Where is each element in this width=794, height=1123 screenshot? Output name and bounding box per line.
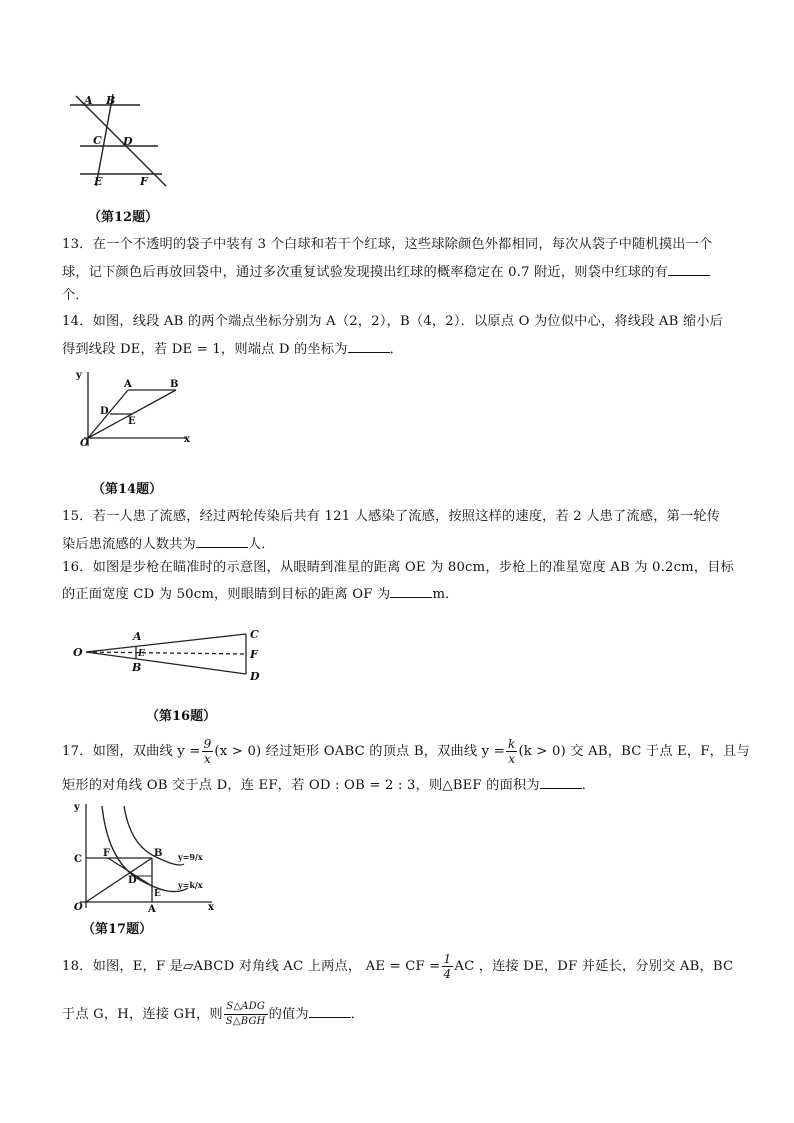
q18-line2 — [62, 1000, 364, 1029]
q13-line1: 13．在一个不透明的袋子中装有 3 个白球和若干个红球，这些球除颜色外都相同，每次从袋子中随机摸出一个 — [62, 237, 713, 252]
q17-line2-end: ． — [581, 778, 596, 793]
fraction-k-over-x — [506, 737, 517, 766]
q16-line2-end: m． — [432, 587, 459, 602]
figure-q14 — [74, 368, 194, 452]
q18-line2-end: ． — [350, 1007, 365, 1022]
label-D: D — [250, 670, 260, 683]
q17-line1 — [62, 737, 750, 766]
q18-line2-text: 于点 G，H，连接 GH，则 — [62, 1007, 223, 1022]
label-curve-9-over-x: y=9/x — [178, 852, 203, 862]
label-A: A — [133, 630, 142, 643]
q18-text-2: AC ，连接 DE，DF 并延长，分别交 AB，BC — [454, 959, 734, 974]
q13-line2 — [62, 262, 710, 282]
label-E: E — [138, 649, 145, 659]
label-B: B — [106, 94, 116, 107]
frac-num: 9 — [203, 737, 212, 751]
q15-line1: 15．若一人患了流感，经过两轮传染后共有 121 人感染了流感，按照这样的速度，若 2 人患了流感，第一轮传 — [62, 509, 721, 524]
label-B: B — [132, 661, 142, 674]
label-E: E — [154, 889, 161, 899]
label-C: C — [93, 134, 102, 147]
q16-line2 — [62, 584, 459, 604]
label-A: A — [148, 904, 156, 915]
answer-blank-q14 — [348, 339, 390, 353]
q18-text-1: 18．如图，E，F 是▱ABCD 对角线 AC 上两点， AE = CF = — [62, 959, 441, 974]
frac-num: S△ADG — [224, 1000, 268, 1015]
label-y: y — [76, 370, 82, 381]
q17-text-3: (k > 0) 交 AB，BC 于点 E，F，且与 — [518, 744, 750, 759]
label-x: x — [184, 434, 190, 445]
answer-blank-q18 — [309, 1004, 351, 1018]
q14-line1: 14．如图，线段 AB 的两个端点坐标分别为 A（2，2），B（4，2）．以原点 O 为位似中心，将线段 AB 缩小后 — [62, 314, 724, 329]
label-E: E — [128, 416, 136, 427]
label-B: B — [170, 379, 179, 390]
figure-q17 — [70, 800, 220, 915]
frac-num: 1 — [443, 952, 452, 966]
q17-line2 — [62, 775, 595, 795]
label-O: O — [74, 902, 83, 913]
frac-den: x — [204, 752, 211, 766]
q15-line2 — [62, 534, 275, 554]
label-A: A — [124, 379, 132, 390]
q14-line2-end: ． — [389, 342, 403, 357]
caption-q16: （第16题） — [146, 709, 217, 724]
q14-line2 — [62, 339, 403, 359]
caption-q17: （第17题） — [82, 922, 153, 937]
q16-line1: 16．如图是步枪在瞄准时的示意图，从眼睛到准星的距离 OE 为 80cm，步枪上的准星宽度 AB 为 0.2cm，目标 — [62, 560, 735, 575]
caption-q12: （第12题） — [88, 210, 159, 225]
caption-q14: （第14题） — [92, 482, 163, 497]
q18-line1 — [62, 952, 733, 981]
label-B: B — [154, 848, 163, 859]
frac-num: k — [507, 737, 516, 751]
label-D: D — [100, 406, 109, 417]
q15-line2-text: 染后患流感的人数共为 — [62, 537, 196, 552]
label-x: x — [208, 902, 214, 913]
q18-line2-mid: 的值为 — [268, 1007, 309, 1022]
label-D: D — [123, 135, 133, 148]
frac-den: 4 — [443, 967, 452, 981]
label-E: E — [94, 175, 103, 188]
q17-text-1: 17．如图，双曲线 y = — [62, 744, 201, 759]
label-F: F — [250, 648, 258, 661]
fraction-area-ratio — [224, 1000, 268, 1029]
label-O: O — [73, 646, 83, 659]
label-F: F — [140, 175, 148, 188]
label-C: C — [74, 854, 82, 865]
answer-blank-q16 — [390, 584, 432, 598]
label-O: O — [80, 438, 89, 449]
q13-line3: 个． — [62, 288, 89, 303]
q17-text-2: (x > 0) 经过矩形 OABC 的顶点 B，双曲线 y = — [214, 744, 505, 759]
frac-den: x — [508, 752, 516, 766]
label-curve-k-over-x: y=k/x — [178, 880, 203, 890]
q14-line2-text: 得到线段 DE，若 DE = 1，则端点 D 的坐标为 — [62, 342, 348, 357]
q13-line2-text: 球，记下颜色后再放回袋中，通过多次重复试验发现摸出红球的概率稳定在 0.7 附近，则袋中红球的有 — [62, 265, 669, 280]
q15-line2-end: 人． — [247, 537, 275, 552]
frac-den: S△BGH — [225, 1016, 266, 1027]
label-A: A — [84, 94, 93, 107]
label-F: F — [103, 848, 111, 859]
label-D: D — [128, 875, 137, 886]
fraction-9-over-x — [202, 737, 214, 766]
label-y: y — [74, 802, 80, 813]
figure-q12 — [66, 88, 176, 198]
fraction-1-over-4 — [442, 952, 454, 981]
q16-line2-text: 的正面宽度 CD 为 50cm，则眼睛到目标的距离 OF 为 — [62, 587, 391, 602]
figure-q16 — [70, 628, 270, 686]
answer-blank-q17 — [540, 775, 582, 789]
answer-blank-q15 — [196, 534, 248, 548]
answer-blank-q13 — [668, 262, 710, 276]
q17-line2-text: 矩形的对角线 OB 交于点 D，连 EF，若 OD : OB = 2 : 3，则△BEF 的面积为 — [62, 778, 540, 793]
label-C: C — [250, 628, 259, 641]
